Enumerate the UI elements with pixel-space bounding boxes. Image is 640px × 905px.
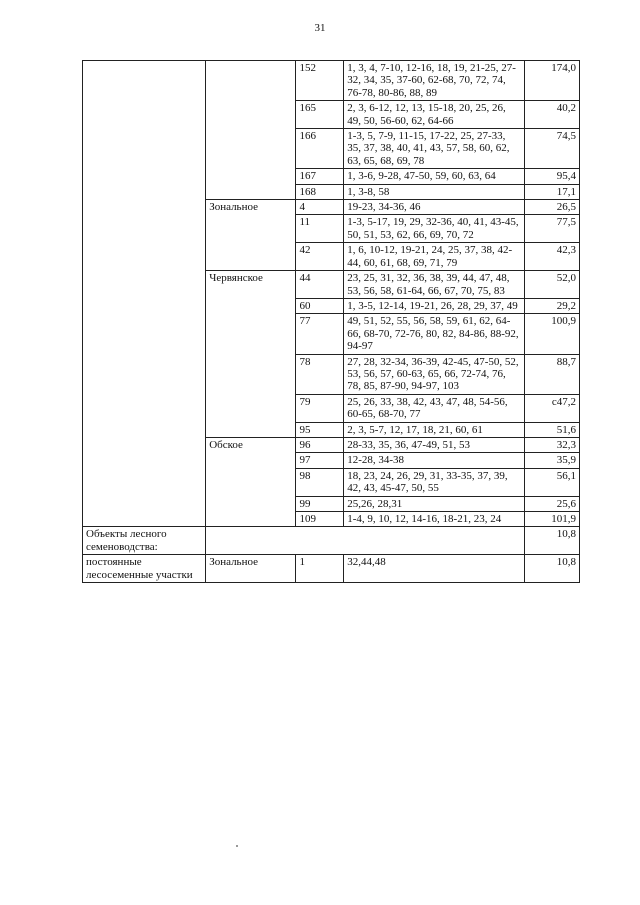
area-cell: 77,5 bbox=[524, 215, 579, 243]
quarter-cell: 44 bbox=[296, 271, 344, 299]
seed-objects-label: Объекты лесного семеноводства: bbox=[83, 527, 206, 555]
quarter-cell: 167 bbox=[296, 169, 344, 184]
plots-cell: 27, 28, 32-34, 36-39, 42-45, 47-50, 52, 53, 56, 57, 60-63, 65, 66, 72-74, 76, 78, 85, 87-90, 94-97, 103 bbox=[344, 354, 525, 394]
quarter-cell: 79 bbox=[296, 394, 344, 422]
table-row bbox=[83, 555, 580, 583]
forestry-cell: Зональное bbox=[206, 555, 296, 583]
area-cell: 174,0 bbox=[524, 61, 579, 101]
area-cell: 101,9 bbox=[524, 512, 579, 527]
quarter-cell: 11 bbox=[296, 215, 344, 243]
area-cell: 95,4 bbox=[524, 169, 579, 184]
plots-cell: 1, 3-6, 9-28, 47-50, 59, 60, 63, 64 bbox=[344, 169, 525, 184]
quarter-cell: 97 bbox=[296, 453, 344, 468]
table-row bbox=[83, 527, 580, 555]
table-row bbox=[83, 61, 580, 101]
area-cell: 40,2 bbox=[524, 101, 579, 129]
area-cell: 100,9 bbox=[524, 314, 579, 354]
area-cell: 25,6 bbox=[524, 496, 579, 511]
category-cell bbox=[83, 61, 206, 527]
plots-cell: 2, 3, 5-7, 12, 17, 18, 21, 60, 61 bbox=[344, 422, 525, 437]
quarter-cell: 152 bbox=[296, 61, 344, 101]
area-cell: 26,5 bbox=[524, 200, 579, 215]
plots-cell: 12-28, 34-38 bbox=[344, 453, 525, 468]
quarter-cell: 168 bbox=[296, 184, 344, 199]
plots-cell: 1-4, 9, 10, 12, 14-16, 18-21, 23, 24 bbox=[344, 512, 525, 527]
seed-objects-area: 10,8 bbox=[524, 527, 579, 555]
area-cell: 32,3 bbox=[524, 437, 579, 452]
plots-cell: 19-23, 34-36, 46 bbox=[344, 200, 525, 215]
area-cell: 29,2 bbox=[524, 298, 579, 313]
area-cell: 74,5 bbox=[524, 129, 579, 169]
plots-cell: 1, 3, 4, 7-10, 12-16, 18, 19, 21-25, 27-32, 34, 35, 37-60, 62-68, 70, 72, 74, 76-78, 80-86, 88, 89 bbox=[344, 61, 525, 101]
plots-cell: 1, 6, 10-12, 19-21, 24, 25, 37, 38, 42-44, 60, 61, 68, 69, 71, 79 bbox=[344, 243, 525, 271]
quarter-cell: 60 bbox=[296, 298, 344, 313]
area-cell: 35,9 bbox=[524, 453, 579, 468]
plots-cell: 28-33, 35, 36, 47-49, 51, 53 bbox=[344, 437, 525, 452]
quarter-cell: 42 bbox=[296, 243, 344, 271]
quarter-cell: 78 bbox=[296, 354, 344, 394]
plots-cell: 49, 51, 52, 55, 56, 58, 59, 61, 62, 64-66, 68-70, 72-76, 80, 82, 84-86, 88-92, 94-97 bbox=[344, 314, 525, 354]
permanent-label: постоянные лесосеменные участки bbox=[83, 555, 206, 583]
forestry-cell: Червянское bbox=[206, 271, 296, 438]
plots-cell: 18, 23, 24, 26, 29, 31, 33-35, 37, 39, 42, 43, 45-47, 50, 55 bbox=[344, 468, 525, 496]
forest-table bbox=[82, 60, 580, 583]
plots-cell: 1, 3-8, 58 bbox=[344, 184, 525, 199]
plots-cell: 1-3, 5-17, 19, 29, 32-36, 40, 41, 43-45, 50, 51, 53, 62, 66, 69, 70, 72 bbox=[344, 215, 525, 243]
quarter-cell: 109 bbox=[296, 512, 344, 527]
area-cell: 56,1 bbox=[524, 468, 579, 496]
quarter-cell: 99 bbox=[296, 496, 344, 511]
area-cell: с47,2 bbox=[524, 394, 579, 422]
quarter-cell: 96 bbox=[296, 437, 344, 452]
plots-cell: 2, 3, 6-12, 12, 13, 15-18, 20, 25, 26, 49, 50, 56-60, 62, 64-66 bbox=[344, 101, 525, 129]
area-cell: 42,3 bbox=[524, 243, 579, 271]
plots-cell: 1-3, 5, 7-9, 11-15, 17-22, 25, 27-33, 35, 37, 38, 40, 41, 43, 57, 58, 60, 62, 63, 65, 68, 69, 78 bbox=[344, 129, 525, 169]
quarter-cell: 95 bbox=[296, 422, 344, 437]
quarter-cell: 166 bbox=[296, 129, 344, 169]
quarter-cell: 77 bbox=[296, 314, 344, 354]
area-cell: 17,1 bbox=[524, 184, 579, 199]
area-cell: 51,6 bbox=[524, 422, 579, 437]
forestry-cell: Обское bbox=[206, 437, 296, 526]
plots-cell: 32,44,48 bbox=[344, 555, 525, 583]
plots-cell: 23, 25, 31, 32, 36, 38, 39, 44, 47, 48, 53, 56, 58, 61-64, 66, 67, 70, 75, 83 bbox=[344, 271, 525, 299]
quarter-cell: 165 bbox=[296, 101, 344, 129]
plots-cell: 25,26, 28,31 bbox=[344, 496, 525, 511]
plots-cell: 1, 3-5, 12-14, 19-21, 26, 28, 29, 37, 49 bbox=[344, 298, 525, 313]
forestry-cell: Зональное bbox=[206, 200, 296, 271]
quarter-cell: 98 bbox=[296, 468, 344, 496]
page-number: 31 bbox=[314, 22, 326, 34]
scan-speck bbox=[236, 845, 238, 847]
quarter-cell: 1 bbox=[296, 555, 344, 583]
empty-cell bbox=[206, 527, 525, 555]
area-cell: 88,7 bbox=[524, 354, 579, 394]
forestry-cell bbox=[206, 61, 296, 200]
plots-cell: 25, 26, 33, 38, 42, 43, 47, 48, 54-56, 60-65, 68-70, 77 bbox=[344, 394, 525, 422]
area-cell: 52,0 bbox=[524, 271, 579, 299]
quarter-cell: 4 bbox=[296, 200, 344, 215]
area-cell: 10,8 bbox=[524, 555, 579, 583]
